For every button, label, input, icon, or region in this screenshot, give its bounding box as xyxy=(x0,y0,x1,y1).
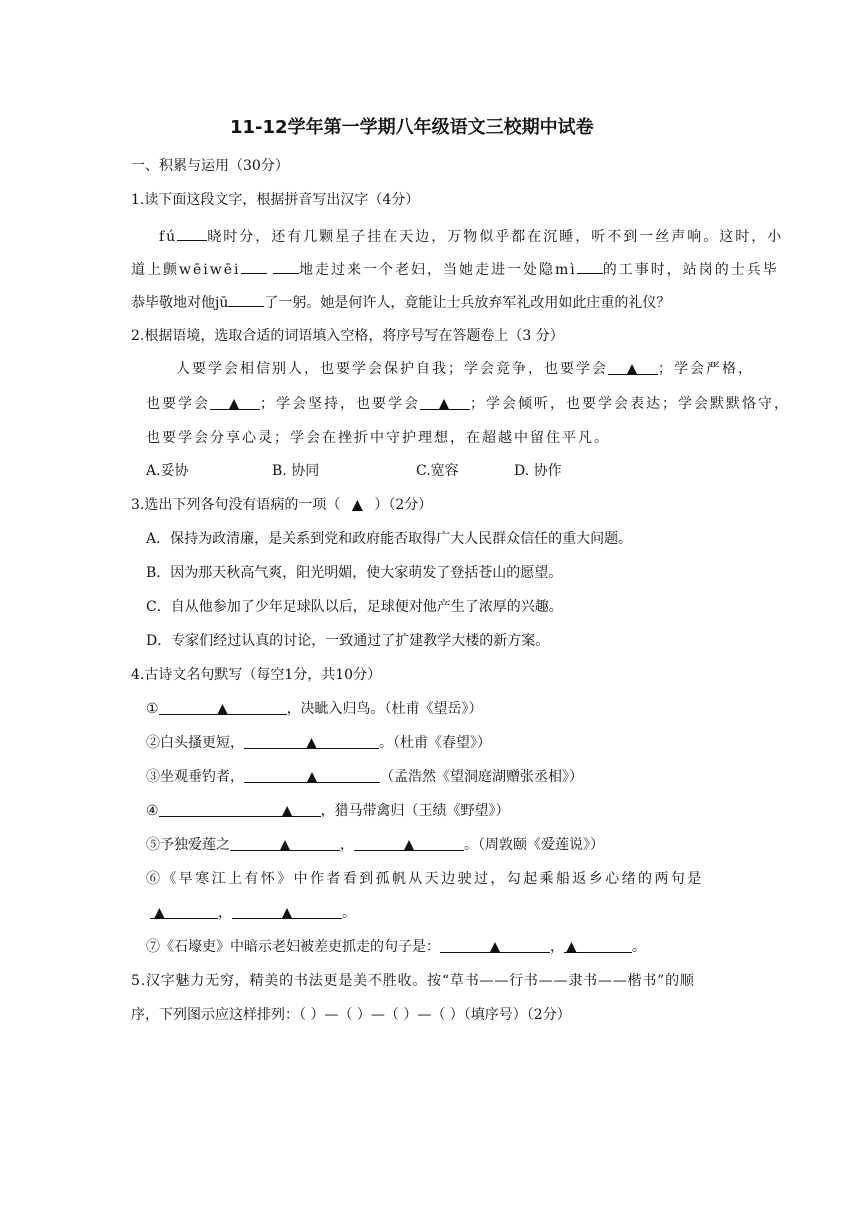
question-5-line-1: 5.汉字魅力无穷，精美的书法更是美不胜收。按“草书——行书——隶书——楷书”的顺 xyxy=(131,973,695,989)
recitation-item-5 xyxy=(146,835,604,855)
question-2-line-1 xyxy=(176,359,754,379)
option-b: B．因为那天秋高气爽，阳光明媚，使大家萌发了登括苍山的愿望。 xyxy=(146,565,563,581)
item-text: ⑤予独爱莲之 xyxy=(146,837,230,853)
item-text: 。 xyxy=(342,905,356,921)
passage-text: 也要学会 xyxy=(146,396,210,412)
answer-blank[interactable] xyxy=(440,937,550,953)
item-text: ②白头搔更短， xyxy=(146,735,244,751)
answer-blank[interactable] xyxy=(241,258,267,274)
triangle-marker: ▲ xyxy=(306,735,317,751)
passage-text: ；学会严格， xyxy=(658,361,754,377)
answer-blank[interactable] xyxy=(273,258,299,274)
triangle-marker: ▲ xyxy=(626,361,640,377)
option-a: A.妥协 xyxy=(146,463,189,479)
triangle-marker: ▲ xyxy=(403,837,415,853)
question-1-line-1 xyxy=(159,225,783,247)
item-text: ， xyxy=(340,837,354,853)
answer-blank[interactable] xyxy=(230,835,340,851)
answer-blank[interactable] xyxy=(564,937,632,953)
answer-blank[interactable] xyxy=(232,903,342,919)
answer-blank[interactable] xyxy=(354,835,464,851)
recitation-item-4 xyxy=(146,801,510,821)
item-text: 。（周敦颐《爱莲说》） xyxy=(464,837,604,853)
passage-text: 人要学会相信别人，也要学会保护自我；学会竞争，也要学会 xyxy=(176,361,608,377)
passage-text: ；学会坚持，也要学会 xyxy=(260,396,420,412)
item-text: ，猎马带禽归（王绩《野望》） xyxy=(320,803,510,819)
answer-blank[interactable] xyxy=(608,359,658,375)
answer-blank[interactable] xyxy=(228,291,264,307)
question-1-line-2 xyxy=(131,258,779,280)
pinyin: wēiwēi xyxy=(179,262,241,278)
answer-blank[interactable] xyxy=(177,225,207,241)
question-5-line-2: 序，下列图示应这样排列：（ ）—（ ）—（ ）—（ ）（填序号）（2分） xyxy=(131,1007,571,1023)
question-2-stem: 2.根据语境，选取合适的词语填入空格，将序号写在答题卷上（3 分） xyxy=(131,328,564,344)
answer-blank[interactable] xyxy=(159,699,287,715)
question-2-line-3: 也要学会分享心灵；学会在挫折中守护理想，在超越中留住平凡。 xyxy=(146,430,610,446)
passage-text: 道上颤 xyxy=(131,262,179,278)
passage-text: 了一躬。她是何许人，竟能让士兵放弃军礼改用如此庄重的礼仪？ xyxy=(264,295,671,311)
option-c: C.宽容 xyxy=(416,463,459,479)
option-b: B. 协同 xyxy=(272,463,320,479)
item-label: ① xyxy=(146,701,159,717)
item-text: 。（杜甫《春望》） xyxy=(379,735,491,751)
recitation-item-1 xyxy=(146,699,483,719)
recitation-item-7 xyxy=(146,937,646,957)
question-text: ）（2分） xyxy=(374,497,433,513)
question-1-line-3 xyxy=(131,291,670,313)
item-text: ， xyxy=(218,905,232,921)
item-text: （孟浩然《望洞庭湖赠张丞相》） xyxy=(380,769,583,785)
option-a: A．保持为政清廉，是关系到党和政府能否取得广大人民群众信任的重大问题。 xyxy=(146,531,633,547)
pinyin: mì xyxy=(554,262,577,278)
passage-text: 的工事时，站岗的士兵毕 xyxy=(602,262,779,278)
answer-blank[interactable] xyxy=(577,258,603,274)
option-c: C．自从他参加了少年足球队以后，足球便对他产生了浓厚的兴趣。 xyxy=(146,599,563,615)
pinyin: jū xyxy=(215,295,229,311)
section-heading: 一、积累与运用（30分） xyxy=(131,158,289,174)
triangle-marker: ▲ xyxy=(351,497,363,513)
item-text: ， xyxy=(550,939,564,955)
question-2-line-2 xyxy=(146,394,790,414)
option-d: D. 协作 xyxy=(514,463,562,479)
option-d: D．专家们经过认真的讨论，一致通过了扩建教学大楼的新方案。 xyxy=(146,633,550,649)
passage-text: 晓时分，还有几颗星子挂在天边，万物似乎都在沉睡，听不到一丝声响。这时，小 xyxy=(207,229,784,245)
question-text: 3.选出下列各句没有语病的一项（ xyxy=(131,497,341,513)
question-1-stem: 1.读下面这段文字，根据拼音写出汉字（4分） xyxy=(131,192,420,208)
answer-blank[interactable] xyxy=(340,495,374,513)
recitation-item-3 xyxy=(146,767,583,787)
answer-blank[interactable] xyxy=(159,801,321,817)
triangle-marker: ▲ xyxy=(438,396,452,412)
page-title: 11-12学年第一学期八年级语文三校期中试卷 xyxy=(230,117,594,138)
passage-text: ；学会倾听，也要学会表达；学会默默恪守， xyxy=(470,396,790,412)
item-label: ④ xyxy=(146,803,159,819)
passage-text: 地走过来一个老妇，当她走进一处隐 xyxy=(298,262,555,278)
answer-blank[interactable] xyxy=(150,903,218,919)
question-4-stem: 4.古诗文名句默写（每空1分，共10分） xyxy=(131,667,382,683)
recitation-item-2 xyxy=(146,733,491,753)
triangle-marker: ▲ xyxy=(228,396,242,412)
triangle-marker: ▲ xyxy=(566,939,577,955)
item-text: ⑦《石壕吏》中暗示老妇被差吏抓走的句子是： xyxy=(146,939,440,955)
item-text: 。 xyxy=(632,939,646,955)
triangle-marker: ▲ xyxy=(281,803,293,819)
triangle-marker: ▲ xyxy=(306,769,318,785)
answer-blank[interactable] xyxy=(420,394,470,410)
recitation-item-6-answers xyxy=(150,903,356,923)
triangle-marker: ▲ xyxy=(281,905,293,921)
passage-text: 恭毕敬地对他 xyxy=(131,295,215,311)
triangle-marker: ▲ xyxy=(217,701,228,717)
item-text: ，决眦入归鸟。（杜甫《望岳》） xyxy=(286,701,483,717)
answer-blank[interactable] xyxy=(210,394,260,410)
item-text: ③坐观垂钓者， xyxy=(146,769,244,785)
triangle-marker: ▲ xyxy=(489,939,501,955)
answer-blank[interactable] xyxy=(244,733,379,749)
question-3-stem xyxy=(131,495,432,515)
triangle-marker: ▲ xyxy=(154,905,165,921)
triangle-marker: ▲ xyxy=(279,837,291,853)
answer-blank[interactable] xyxy=(244,767,380,783)
pinyin: fú xyxy=(159,229,178,245)
recitation-item-6: ⑥《早寒江上有怀》中作者看到孤帆从天边驶过，勾起乘船返乡心绪的两句是 xyxy=(146,871,704,887)
